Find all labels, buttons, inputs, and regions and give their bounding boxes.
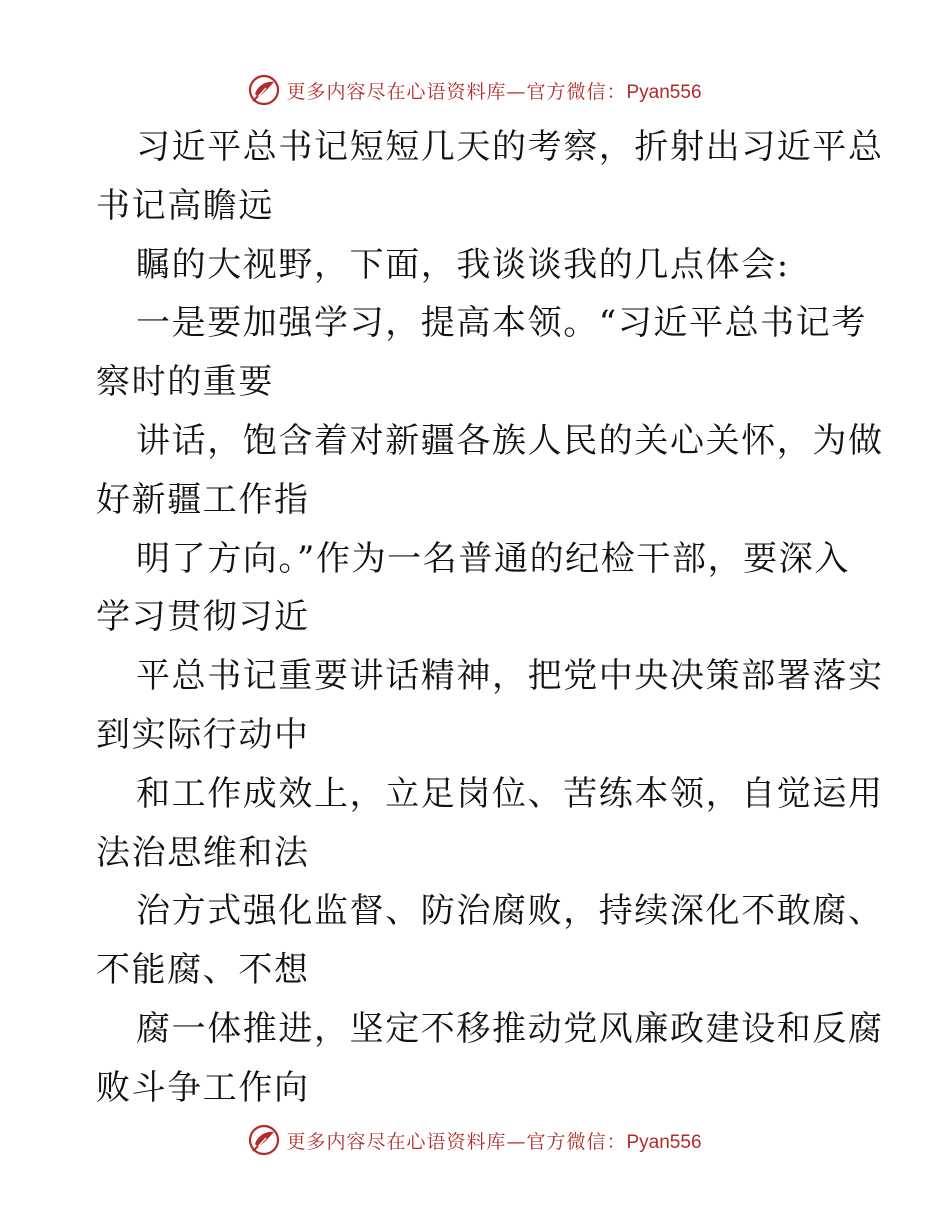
paragraph-line: 明了方向。”作为一名普通的纪检干部，要深入 xyxy=(136,538,850,579)
paragraph-line: 书记高瞻远 xyxy=(96,185,274,226)
paragraph-line: 治方式强化监督、防治腐败，持续深化不敢腐、 xyxy=(136,891,884,932)
paragraph-line: 一是要加强学习，提高本领。“习近平总书记考 xyxy=(136,303,867,344)
paragraph-line: 和工作成效上，立足岗位、苦练本领，自觉运用 xyxy=(136,773,884,814)
header-watermark-label: 更多内容尽在心语资料库—官方微信： xyxy=(286,80,627,103)
paragraph-line: 讲话，饱含着对新疆各族人民的关心关怀，为做 xyxy=(136,420,884,461)
paragraph-line: 学习贯彻习近 xyxy=(96,597,310,638)
paragraph-line: 瞩的大视野，下面，我谈谈我的几点体会: xyxy=(136,244,790,285)
header-watermark-text xyxy=(286,77,701,104)
pen-nib-logo-icon xyxy=(248,1124,280,1156)
paragraph-line: 平总书记重要讲话精神，把党中央决策部署落实 xyxy=(136,656,884,697)
footer-watermark-id: Pyan556 xyxy=(626,1131,702,1153)
footer-watermark-label: 更多内容尽在心语资料库—官方微信： xyxy=(286,1130,627,1153)
paragraph-line: 腐一体推进，坚定不移推动党风廉政建设和反腐 xyxy=(136,1008,884,1049)
paragraph-line: 败斗争工作向 xyxy=(96,1067,310,1108)
paragraph-line: 不能腐、不想 xyxy=(96,950,310,991)
paragraph-line: 察时的重要 xyxy=(96,362,274,403)
header-watermark xyxy=(0,70,950,110)
footer-watermark-text xyxy=(286,1127,701,1154)
header-watermark-id: Pyan556 xyxy=(626,81,702,103)
document-body xyxy=(96,118,884,1118)
paragraph-line: 习近平总书记短短几天的考察，折射出习近平总 xyxy=(136,127,884,167)
paragraph-line: 好新疆工作指 xyxy=(96,479,310,520)
paragraph-line: 法治思维和法 xyxy=(96,832,310,873)
footer-watermark xyxy=(0,1120,950,1160)
pen-nib-logo-icon xyxy=(248,74,280,106)
paragraph-line: 到实际行动中 xyxy=(96,714,310,755)
